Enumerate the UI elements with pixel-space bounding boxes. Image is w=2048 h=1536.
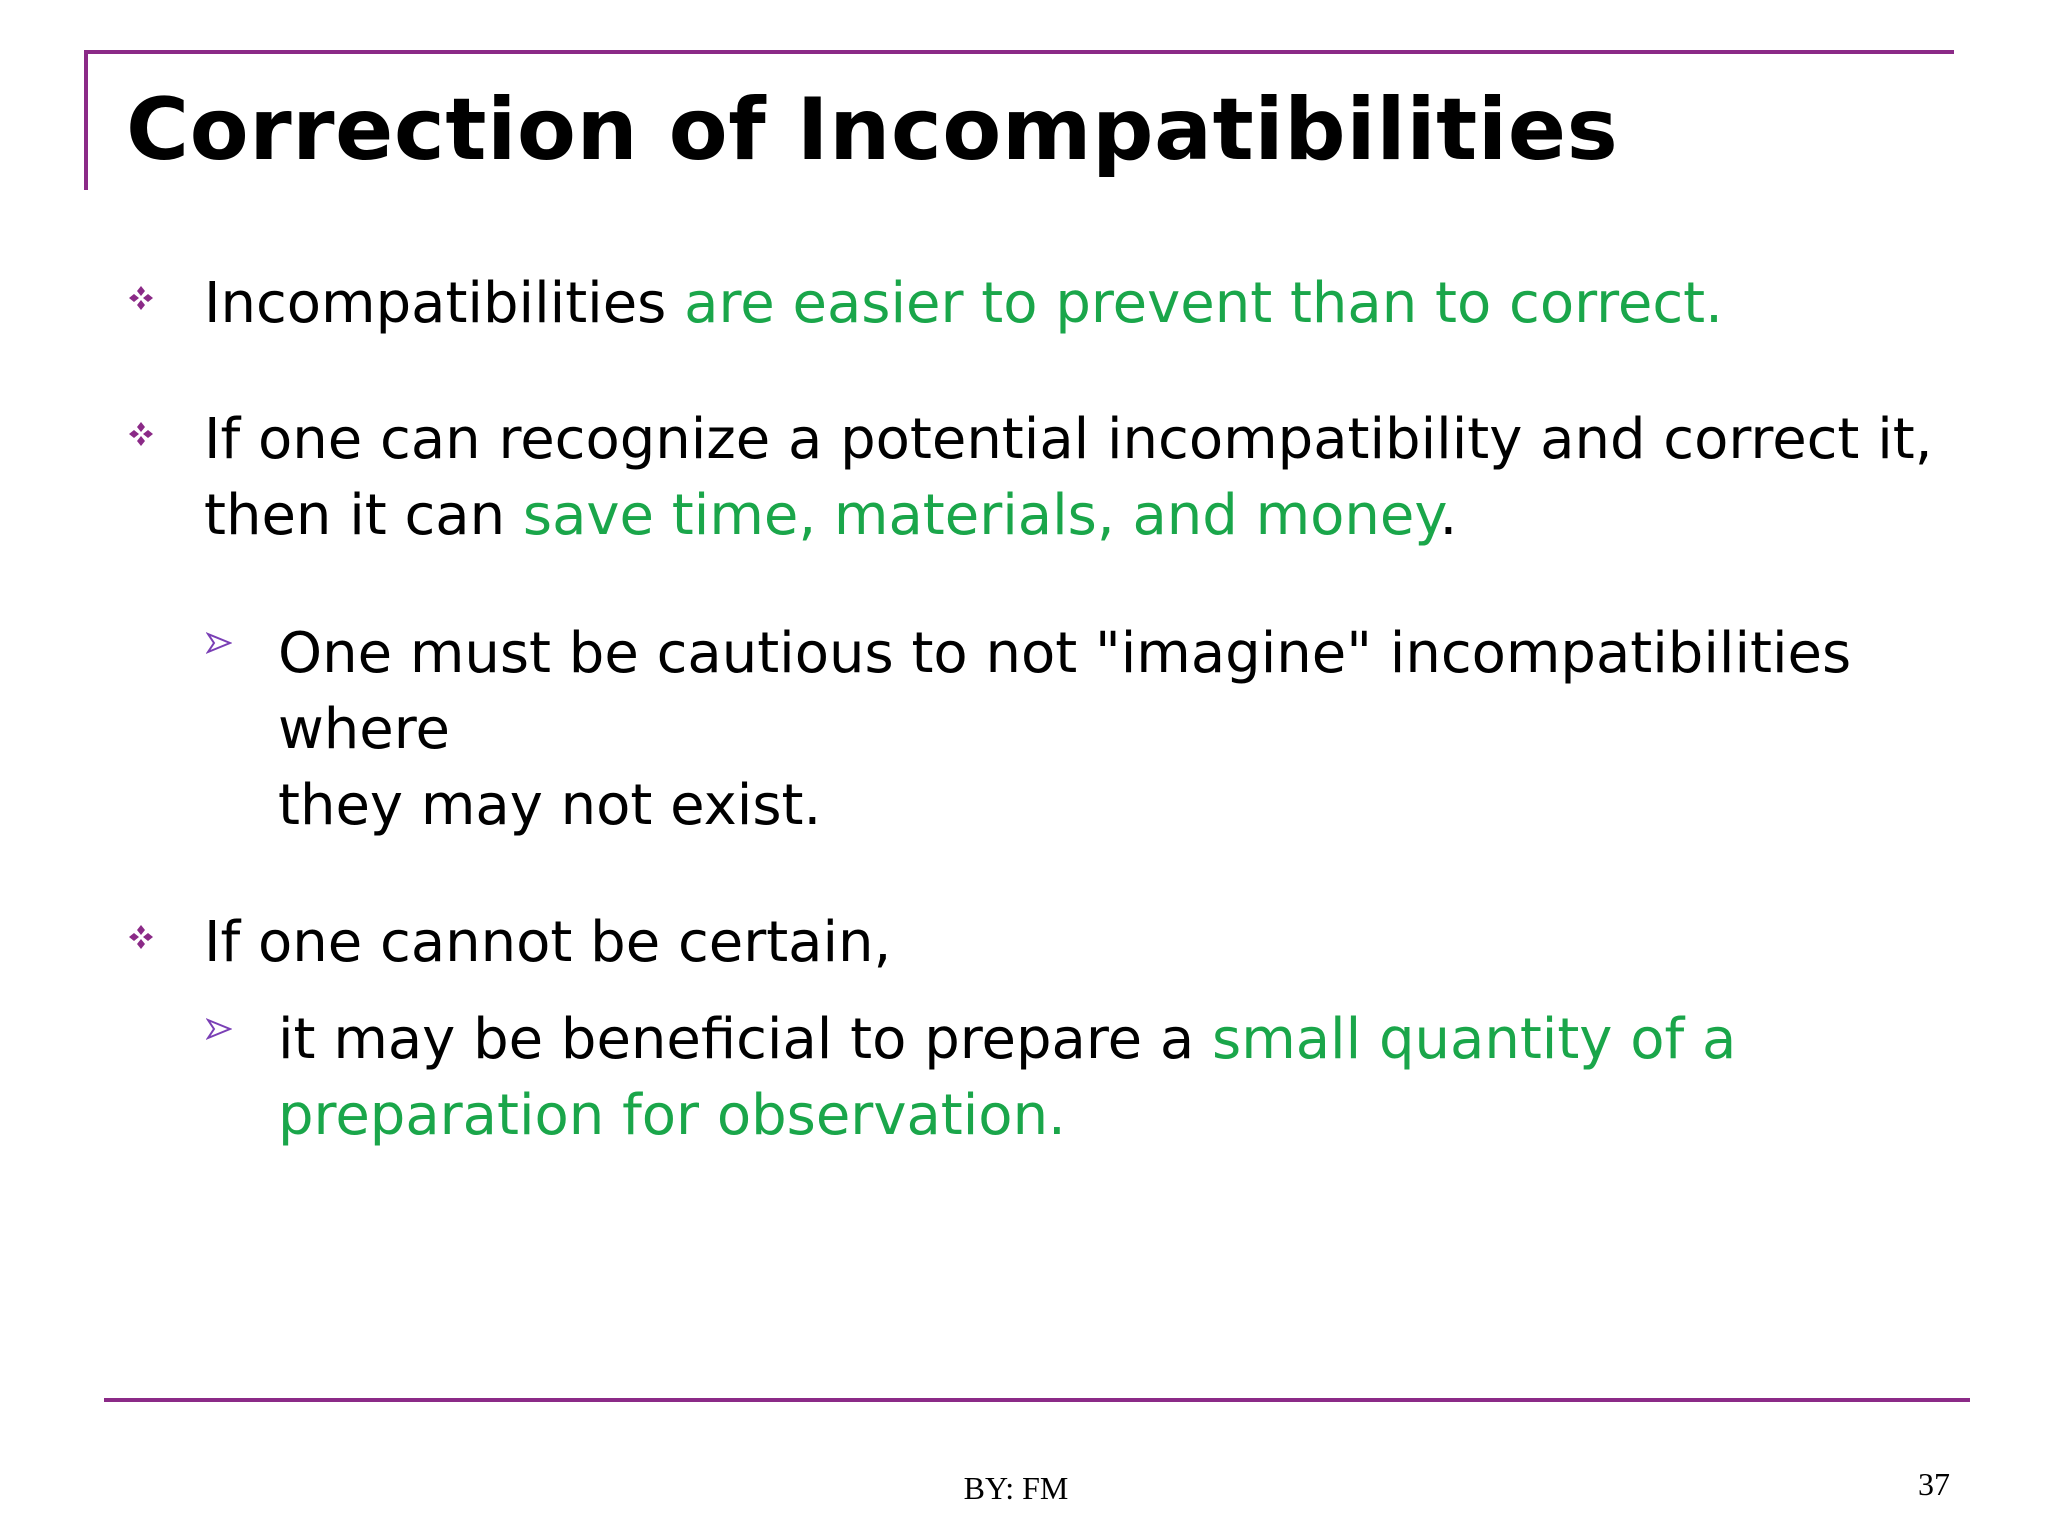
sub-bullet-2-line-1 <box>278 1002 1736 1078</box>
bullet-2-highlight: save time, materials, and money <box>522 483 1440 548</box>
sub-bullet-1-text: One must be cautious to not "imagine" incompatibilities <box>278 621 1852 686</box>
top-rule <box>84 50 1954 54</box>
sub-bullet-2-line-2 <box>278 1078 1066 1154</box>
bullet-1-highlight: are easier to prevent than to correct. <box>684 271 1723 336</box>
bullet-2-line-1 <box>204 402 1933 478</box>
sub-bullet-2-highlight: small quantity of a <box>1212 1007 1737 1072</box>
bullet-3-text: If one cannot be certain, <box>204 910 892 975</box>
arrowhead-icon <box>206 1018 232 1040</box>
bullet-2-line-2 <box>204 478 1457 554</box>
bottom-rule <box>104 1398 1970 1402</box>
sub-bullet-1-line-1 <box>278 616 1851 692</box>
sub-bullet-2-text: it may be beneficial to prepare a <box>278 1007 1213 1072</box>
bullet-3 <box>204 905 891 981</box>
footer-author: BY: FM <box>963 1470 1069 1506</box>
slide-title: Correction of Incompatibilities <box>126 80 1619 180</box>
sub-bullet-2-highlight-2: preparation for observation. <box>278 1083 1066 1148</box>
bullet-1 <box>204 266 1723 342</box>
four-diamond-icon <box>126 922 156 952</box>
sub-bullet-1-text-3: they may not exist. <box>278 773 822 838</box>
bullet-2-text-2: then it can <box>204 483 523 548</box>
bullet-1-text: Incompatibilities <box>204 271 685 336</box>
left-rule <box>84 50 88 190</box>
page-number: 37 <box>1918 1466 1950 1502</box>
arrowhead-icon <box>206 632 232 654</box>
four-diamond-icon <box>126 419 156 449</box>
bullet-2-period: . <box>1439 483 1458 548</box>
sub-bullet-1-text-2: where <box>278 697 450 762</box>
sub-bullet-1-line-3 <box>278 768 821 844</box>
bullet-2-text: If one can recognize a potential incompatibility and correct it, <box>204 407 1933 472</box>
sub-bullet-1-line-2 <box>278 692 450 768</box>
four-diamond-icon <box>126 283 156 313</box>
